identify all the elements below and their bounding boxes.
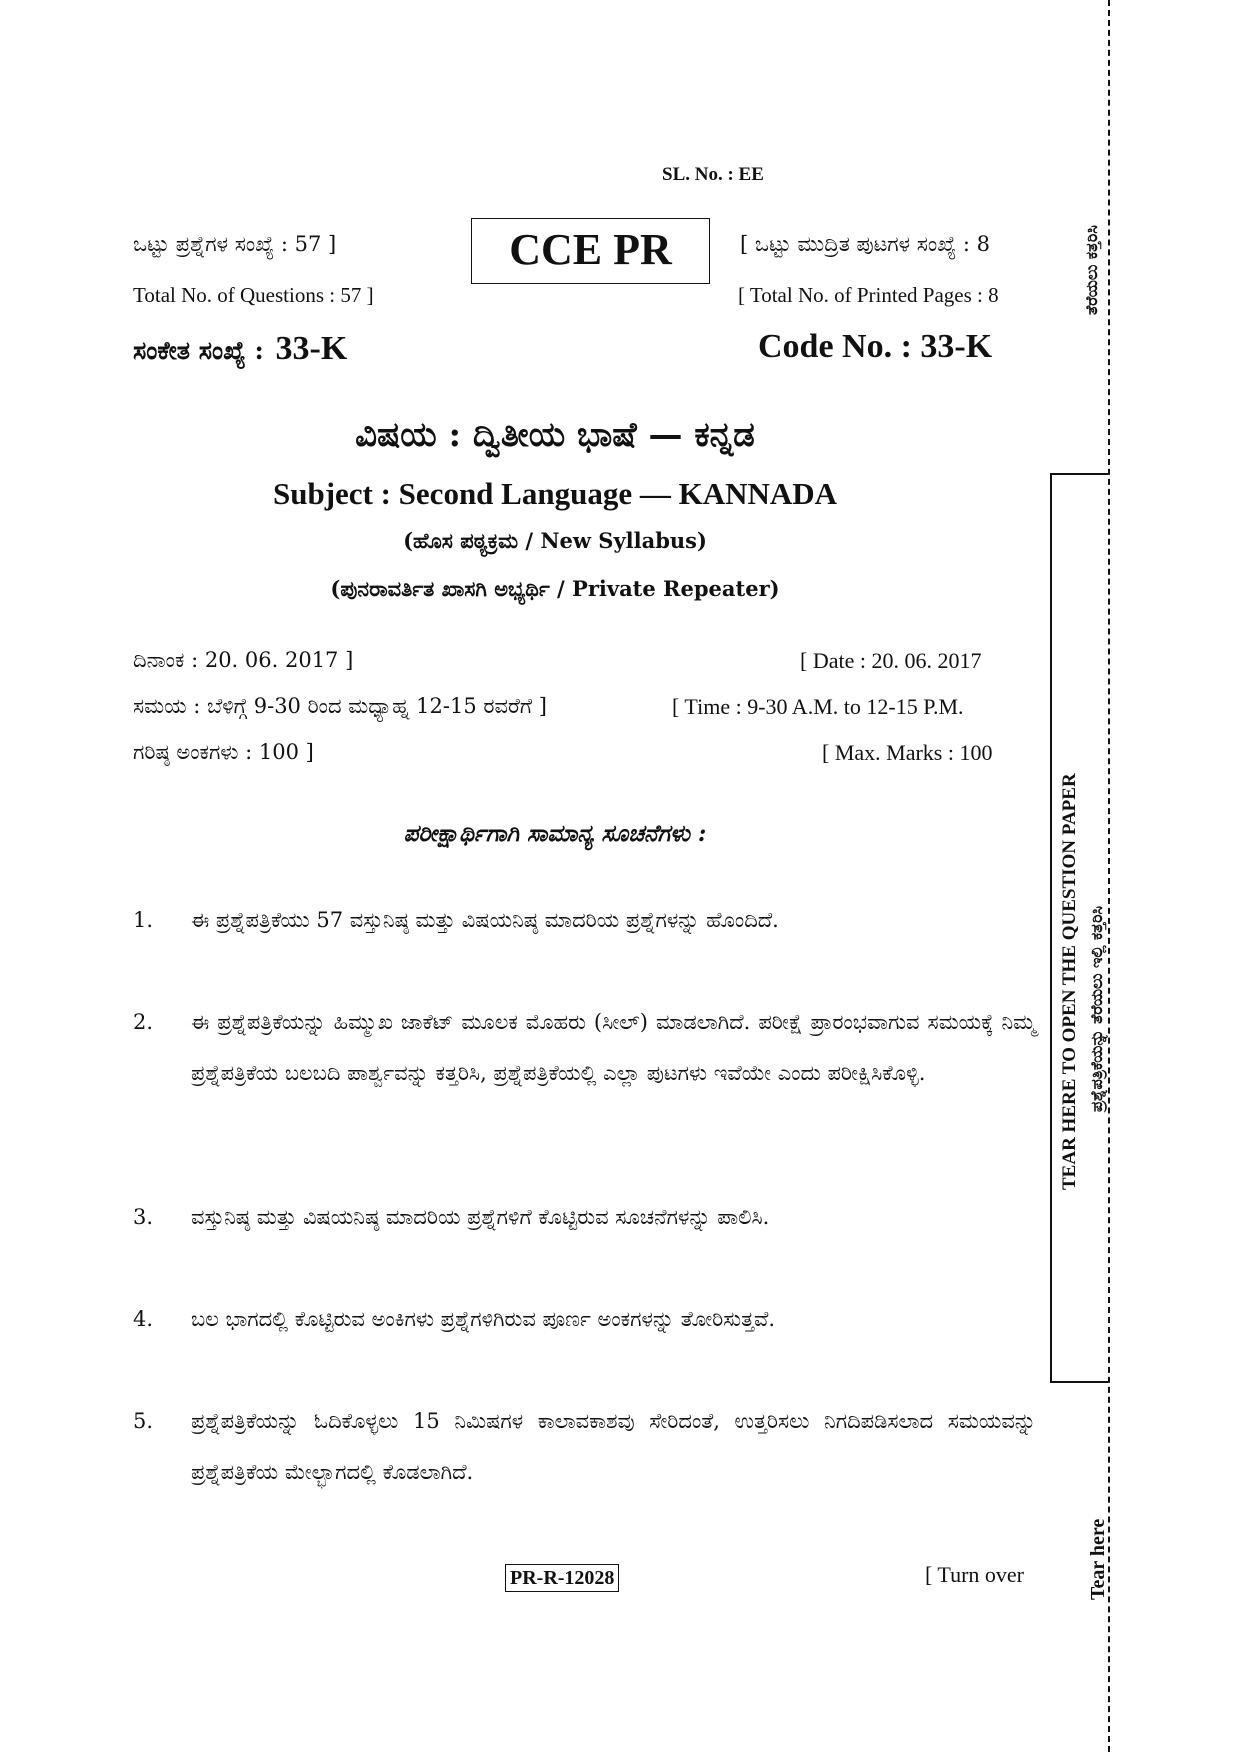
time-en: [ Time : 9-30 A.M. to 12-15 P.M. [672,694,964,719]
total-pages-kn: [ ಒಟ್ಟು ಮುದ್ರಿತ ಪುಟಗಳ ಸಂಖ್ಯೆ : 8 [740,232,991,256]
time-kn: ಸಮಯ : ಬೆಳಿಗ್ಗೆ 9-30 ರಿಂದ ಮಧ್ಯಾಹ್ನ 12-15 ರವರೆಗೆ ] [133,694,547,718]
max-marks-en: [ Max. Marks : 100 [822,740,993,765]
code-number-kn-label: ಸಂಕೇತ ಸಂಖ್ಯೆ : [133,336,264,365]
instruction-number: 1. [133,908,154,932]
instruction-text: ಈ ಪ್ರಶ್ನೆಪತ್ರಿಕೆಯು 57 ವಸ್ತುನಿಷ್ಠ ಮತ್ತು ವಿಷಯನಿಷ್ಠ ಮಾದರಿಯ ಪ್ರಶ್ನೆಗಳನ್ನು ಹೊಂದಿದೆ. [191,908,779,932]
instruction-text: ಈ ಪ್ರಶ್ನೆಪತ್ರಿಕೆಯನ್ನು ಹಿಮ್ಮುಖ ಜಾಕೆಟ್ ಮೂಲಕ ಮೊಹರು (ಸೀಲ್) ಮಾಡಲಾಗಿದೆ. ಪರೀಕ್ಷೆ ಪ್ರಾರಂಭವಾಗುವ ಸಮಯಕ್ಕೆ ನಿಮ್ಮ ಪ್ರಶ್ನೆಪತ್ರಿಕೆಯ ಬಲಬದಿ ಪಾರ್ಶ್ವವನ್ನು ಕತ್ತರಿಸಿ, ಪ್ರಶ್ನೆಪತ್ರಿಕೆಯಲ್ಲಿ ಎಲ್ಲಾ ಪುಟಗಳು ಇವೆಯೇ ಎಂದು ಪರೀಕ್ಷಿಸಿಕೊಳ್ಳಿ. [191,1010,1036,1085]
tear-here-en-label: TEAR HERE TO OPEN THE QUESTION PAPER [1059,773,1080,1190]
max-marks-kn: ಗರಿಷ್ಠ ಅಂಕಗಳು : 100 ] [133,740,314,764]
paper-code-box: PR-R-12028 [505,1564,619,1592]
subject-kn: ವಿಷಯ : ದ್ವಿತೀಯ ಭಾಷೆ — ಕನ್ನಡ [355,415,755,455]
instructions-title: ಪರೀಕ್ಷಾರ್ಥಿಗಾಗಿ ಸಾಮಾನ್ಯ ಸೂಚನೆಗಳು : [403,820,707,847]
date-en: [ Date : 20. 06. 2017 [800,648,982,673]
turn-over-label: [ Turn over [925,1562,1025,1587]
total-pages-en: [ Total No. of Printed Pages : 8 [738,283,999,307]
instruction-text: ಬಲ ಭಾಗದಲ್ಲಿ ಕೊಟ್ಟಿರುವ ಅಂಕಿಗಳು ಪ್ರಶ್ನೆಗಳಿಗಿರುವ ಪೂರ್ಣ ಅಂಕಗಳನ್ನು ತೋರಿಸುತ್ತವೆ. [191,1307,776,1331]
code-number-kn-value: 33-K [275,330,348,367]
candidate-type-line: (ಪುನರಾವರ್ತಿತ ಖಾಸಗಿ ಅಭ್ಯರ್ಥಿ / Private Repeater) [330,576,780,601]
serial-number: SL. No. : EE [662,164,764,185]
instruction-number: 3. [133,1205,154,1229]
total-questions-kn: ಒಟ್ಟು ಪ್ರಶ್ನೆಗಳ ಸಂಖ್ಯೆ : 57 ] [133,232,337,256]
code-number-en: Code No. : 33-K [758,328,993,365]
instruction-number: 4. [133,1307,154,1331]
subject-en: Subject : Second Language — KANNADA [272,476,838,511]
tear-dashed-line [1108,0,1110,1752]
tear-here-label: Tear here [1087,1518,1109,1600]
total-questions-en: Total No. of Questions : 57 ] [133,283,374,307]
instruction-number: 5. [133,1409,154,1433]
tear-here-kn-label: ಪ್ರಶ್ನೆಪತ್ರಿಕೆಯನ್ನು ತೆರೆಯಲು ಇಲ್ಲಿ ಕತ್ತರಿಸಿ [1087,905,1106,1112]
open-here-kn-label: ತೆರೆಯಲು ಕತ್ತರಿಸಿ [1082,225,1101,315]
exam-code-box: CCE PR [471,218,710,284]
date-kn: ದಿನಾಂಕ : 20. 06. 2017 ] [133,648,354,672]
instruction-number: 2. [133,1010,154,1034]
code-number-kn [133,328,347,368]
syllabus-line: (ಹೊಸ ಪಠ್ಯಕ್ರಮ / New Syllabus) [403,528,707,553]
instruction-text: ಪ್ರಶ್ನೆಪತ್ರಿಕೆಯನ್ನು ಓದಿಕೊಳ್ಳಲು 15 ನಿಮಿಷಗಳ ಕಾಲಾವಕಾಶವು ಸೇರಿದಂತೆ, ಉತ್ತರಿಸಲು ನಿಗದಿಪಡಿಸಲಾದ ಸಮಯವನ್ನು ಪ್ರಶ್ನೆಪತ್ರಿಕೆಯ ಮೇಲ್ಭಾಗದಲ್ಲಿ ಕೊಡಲಾಗಿದೆ. [191,1409,1036,1484]
instruction-text: ವಸ್ತುನಿಷ್ಠ ಮತ್ತು ವಿಷಯನಿಷ್ಠ ಮಾದರಿಯ ಪ್ರಶ್ನೆಗಳಿಗೆ ಕೊಟ್ಟಿರುವ ಸೂಚನೆಗಳನ್ನು ಪಾಲಿಸಿ. [191,1205,770,1229]
